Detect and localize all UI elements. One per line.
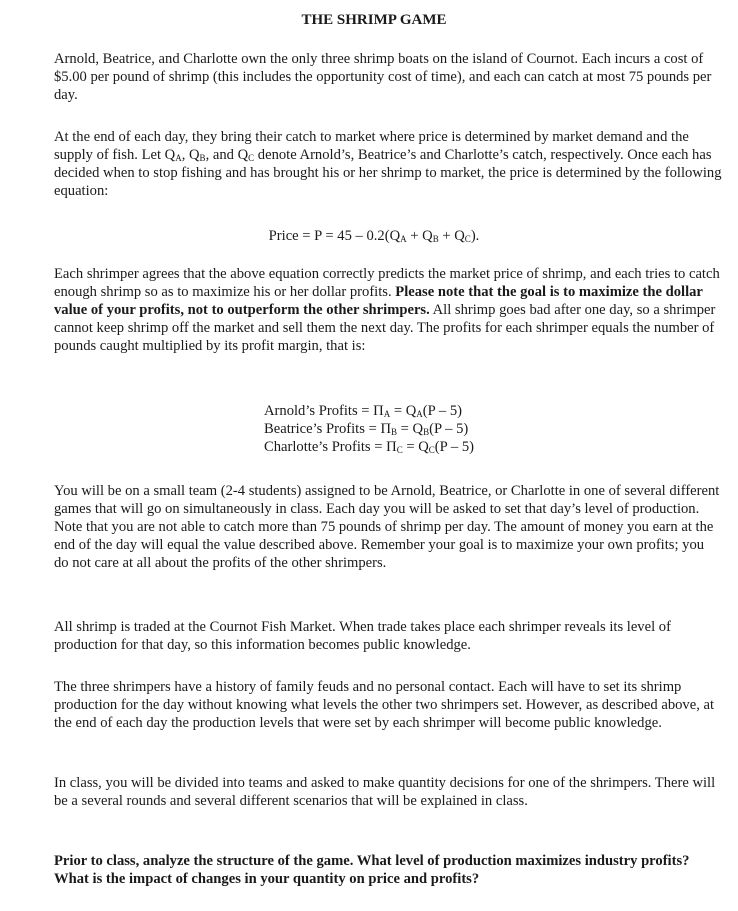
paragraph-market <box>54 128 722 200</box>
paragraph-feuds: The three shrimpers have a history of family feuds and no personal contact. Each will have to set its shrimp production for the day without knowing what levels the other two shrimpers set. However, as described above, at the end of each day the production levels that were set by each shrimper will become public knowledge. <box>54 679 715 731</box>
paragraph-profits-text-a: Each shrimper agrees that the above equation correctly predicts the market price of shrimp, and each tries to catch enough shrimp so as to maximize his or her dollar profits. <box>54 266 720 300</box>
profit-label: Beatrice’s Profits = Π <box>264 421 391 437</box>
profit-sub: C <box>396 445 403 455</box>
profit-line-arnold <box>264 402 524 420</box>
paragraph-profits-bold: Please note that the goal is to maximize the dollar value of your profits, not to outperform the other shrimpers. <box>54 284 703 318</box>
paragraph-market-text-c: , and Q <box>205 147 249 163</box>
paragraph-profits-text-b: All shrimp goes bad after one day, so a shrimper cannot keep shrimp off the market and sell them the next day. The profits for each shrimper equals the number of pounds caught multiplied by its profit margin, that is: <box>54 302 716 354</box>
equation-sub-a: A <box>400 234 407 244</box>
profit-sub2: B <box>423 427 430 437</box>
profit-sub: A <box>383 409 391 419</box>
equation-suffix: ). <box>470 228 480 244</box>
paragraph-market-text-a: At the end of each day, they bring their catch to market where price is determined by market demand and the supply of fish. Let Q <box>54 129 689 163</box>
subscript-a: A <box>175 153 182 163</box>
profit-tail: (P – 5) <box>434 439 474 455</box>
profit-sub: B <box>390 427 397 437</box>
profit-tail: (P – 5) <box>429 421 469 437</box>
paragraph-assignment: Prior to class, analyze the structure of the game. What level of production maximizes industry profits? What is the impact of changes in your quantity on price and profits? <box>54 853 690 887</box>
equation-plus-2: + Q <box>438 228 465 244</box>
profit-label: Arnold’s Profits = Π <box>264 403 384 419</box>
equation-plus-1: + Q <box>406 228 433 244</box>
paragraph-market-info: All shrimp is traded at the Cournot Fish Market. When trade takes place each shrimper reveals its level of production for that day, so this information becomes public knowledge. <box>54 619 671 653</box>
subscript-b: B <box>199 153 206 163</box>
equation-sub-b: B <box>432 234 439 244</box>
profit-sub2: C <box>428 445 435 455</box>
paragraph-class: In class, you will be divided into teams and asked to make quantity decisions for one of the shrimpers. There will be a several rounds and several different scenarios that will be explained in class. <box>54 775 716 809</box>
equation-sub-c: C <box>464 234 471 244</box>
profit-line-charlotte <box>264 438 524 456</box>
profit-tail: (P – 5) <box>422 403 462 419</box>
paragraph-intro: Arnold, Beatrice, and Charlotte own the only three shrimp boats on the island of Cournot. Each incurs a cost of $5.00 per pound of shrimp (this includes the opportunity cost of time), and each can catch at most 75 pounds per day. <box>54 51 712 103</box>
paragraph-market-text-b: , Q <box>181 147 200 163</box>
equation-prefix: Price = P = 45 – 0.2(Q <box>268 228 401 244</box>
paragraph-teams: You will be on a small team (2-4 students) assigned to be Arnold, Beatrice, or Charlotte in one of several different games that will go on simultaneously in class. Each day you will be asked to set that day’s level of production. Note that you are not able to catch more than 75 pounds of shrimp per day. The amount of money you earn at the end of the day will equal the value described above. Remember your goal is to maximize your own profits; you do not care at all about the profits of the other shrimpers. <box>54 483 720 571</box>
profit-label: Charlotte’s Profits = Π <box>264 439 397 455</box>
price-equation <box>54 227 694 245</box>
subscript-c: C <box>248 153 255 163</box>
profit-mid: = Q <box>397 421 424 437</box>
paragraph-profits <box>54 265 722 355</box>
paragraph-market-text-d: denote Arnold’s, Beatrice’s and Charlotte’s catch, respectively. Once each has decided when to stop fishing and has brought his or her shrimp to market, the price is determined by the following equation: <box>54 147 722 199</box>
profits-equations <box>264 402 524 456</box>
profit-sub2: A <box>416 409 423 419</box>
document-title: THE SHRIMP GAME <box>301 12 447 28</box>
profit-mid: = Q <box>402 439 429 455</box>
profit-mid: = Q <box>390 403 417 419</box>
profit-line-beatrice <box>264 420 524 438</box>
